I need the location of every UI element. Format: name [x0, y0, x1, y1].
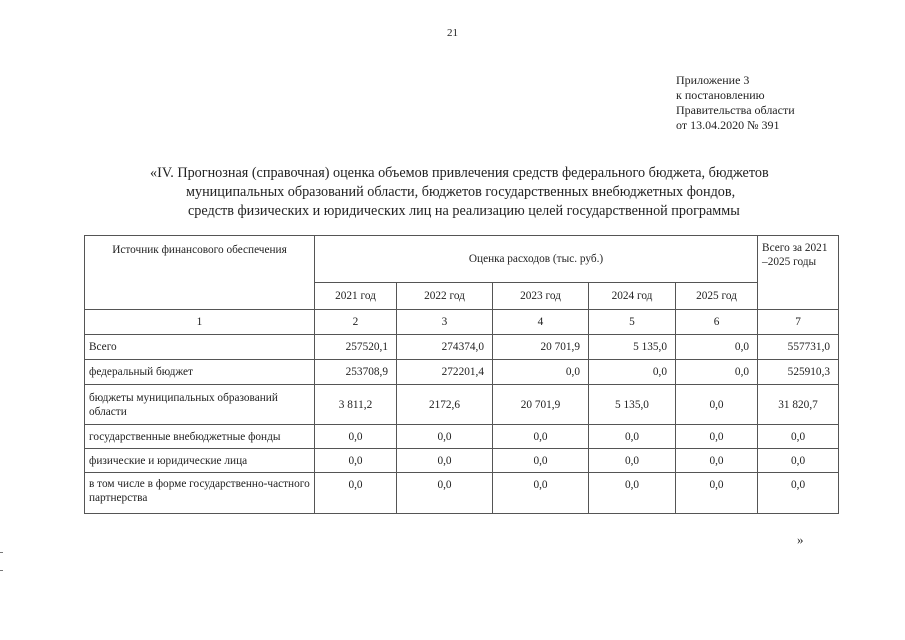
row-source: бюджеты муниципальных образований области: [85, 385, 315, 425]
table-row: [85, 473, 839, 514]
value-cell: 557731,0: [758, 335, 839, 360]
value-cell: 0,0: [397, 425, 493, 449]
heading-line-3: средств физических и юридических лиц на реализацию целей государственной программы: [188, 203, 740, 219]
table-row: [85, 335, 839, 360]
table-header-row: [85, 236, 839, 283]
value-cell: 0,0: [758, 449, 839, 473]
value-cell: 3 811,2: [315, 385, 397, 425]
row-source: в том числе в форме государственно-частного партнерства: [85, 473, 315, 514]
value-cell: 0,0: [676, 473, 758, 514]
value-cell: 0,0: [676, 425, 758, 449]
value-cell: 5 135,0: [589, 385, 676, 425]
row-source: федеральный бюджет: [85, 360, 315, 385]
value-cell: 0,0: [315, 449, 397, 473]
value-cell: 0,0: [315, 473, 397, 514]
section-heading: [140, 164, 830, 221]
value-cell: 0,0: [397, 473, 493, 514]
header-estimate: Оценка расходов (тыс. руб.): [315, 236, 758, 283]
closing-quote: »: [797, 532, 804, 547]
value-cell: 0,0: [315, 425, 397, 449]
index-cell: 6: [676, 310, 758, 335]
index-cell: 1: [85, 310, 315, 335]
header-year-2023: 2023 год: [493, 283, 589, 310]
value-cell: 274374,0: [397, 335, 493, 360]
index-cell: 3: [397, 310, 493, 335]
value-cell: 0,0: [676, 449, 758, 473]
index-cell: 2: [315, 310, 397, 335]
row-source: физические и юридические лица: [85, 449, 315, 473]
appendix-line-3: Правительства области: [676, 103, 795, 117]
heading-line-1: «IV. Прогнозная (справочная) оценка объемов привлечения средств федерального бюджета, бюджетов: [150, 165, 769, 181]
table-row: [85, 425, 839, 449]
header-year-2024: 2024 год: [589, 283, 676, 310]
value-cell: 525910,3: [758, 360, 839, 385]
value-cell: 0,0: [493, 425, 589, 449]
header-year-2022: 2022 год: [397, 283, 493, 310]
value-cell: 0,0: [676, 360, 758, 385]
value-cell: 0,0: [589, 360, 676, 385]
value-cell: 0,0: [758, 473, 839, 514]
index-cell: 4: [493, 310, 589, 335]
value-cell: 0,0: [397, 449, 493, 473]
value-cell: 253708,9: [315, 360, 397, 385]
value-cell: 257520,1: [315, 335, 397, 360]
header-year-2021: 2021 год: [315, 283, 397, 310]
appendix-line-1: Приложение 3: [676, 73, 750, 87]
index-cell: 7: [758, 310, 839, 335]
table-row: [85, 385, 839, 425]
page-number: 21: [447, 27, 458, 39]
value-cell: 0,0: [589, 473, 676, 514]
appendix-line-4: от 13.04.2020 № 391: [676, 118, 780, 132]
value-cell: 0,0: [589, 449, 676, 473]
appendix-line-2: к постановлению: [676, 88, 765, 102]
header-total: Всего за 2021 –2025 годы: [758, 236, 839, 310]
value-cell: 5 135,0: [589, 335, 676, 360]
appendix-reference: [676, 73, 795, 133]
value-cell: 0,0: [676, 385, 758, 425]
row-source: государственные внебюджетные фонды: [85, 425, 315, 449]
header-year-2025: 2025 год: [676, 283, 758, 310]
value-cell: 0,0: [758, 425, 839, 449]
scan-edge-mark: [0, 552, 3, 553]
index-cell: 5: [589, 310, 676, 335]
value-cell: 0,0: [493, 473, 589, 514]
value-cell: 20 701,9: [493, 335, 589, 360]
value-cell: 0,0: [676, 335, 758, 360]
value-cell: 2172,6: [397, 385, 493, 425]
value-cell: 0,0: [493, 449, 589, 473]
heading-line-2: муниципальных образований области, бюджетов государственных внебюджетных фондов,: [186, 184, 736, 200]
value-cell: 0,0: [493, 360, 589, 385]
value-cell: 31 820,7: [758, 385, 839, 425]
table-row: [85, 360, 839, 385]
value-cell: 272201,4: [397, 360, 493, 385]
row-source: Всего: [85, 335, 315, 360]
header-source: Источник финансового обеспечения: [85, 236, 315, 310]
value-cell: 0,0: [589, 425, 676, 449]
budget-table: [84, 235, 839, 514]
scan-edge-mark: [0, 570, 3, 571]
value-cell: 20 701,9: [493, 385, 589, 425]
table-row: [85, 449, 839, 473]
table-index-row: [85, 310, 839, 335]
